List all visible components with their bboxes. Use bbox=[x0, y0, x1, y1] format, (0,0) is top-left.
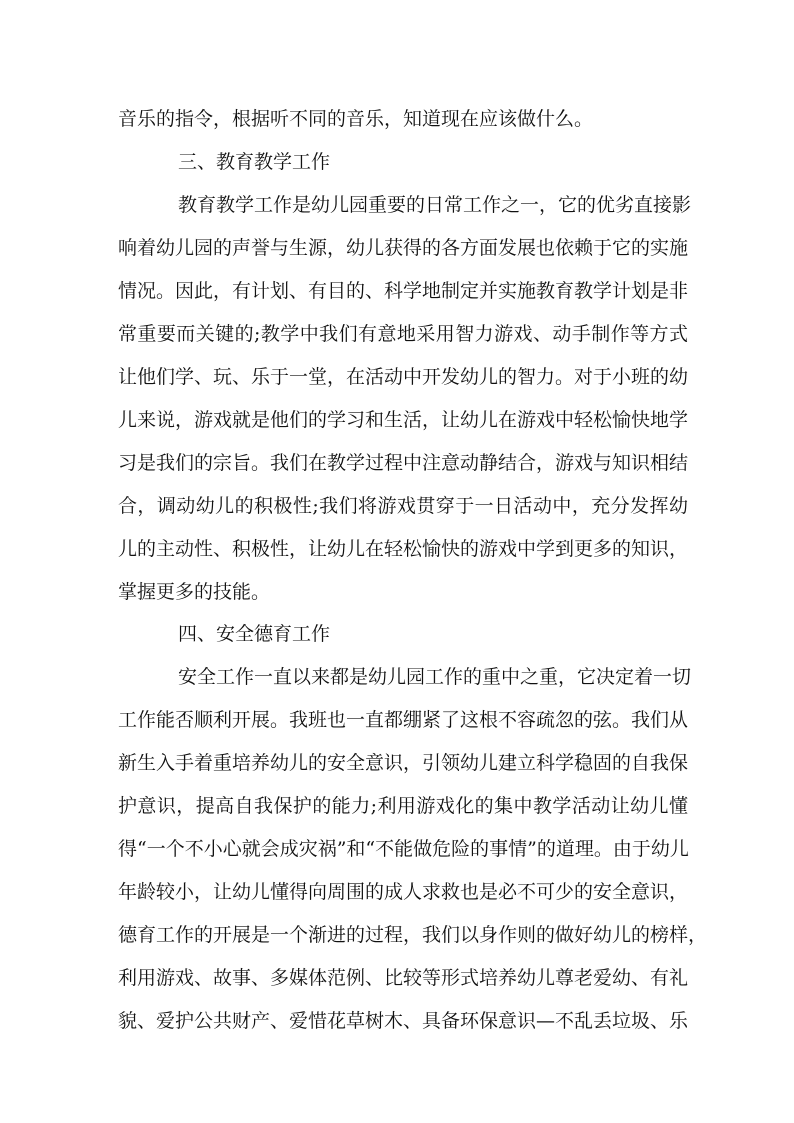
section-heading: 三、教育教学工作 bbox=[178, 151, 331, 173]
paragraph-line: 响着幼儿园的声誉与生源，幼儿获得的各方面发展也依赖于它的实施 bbox=[118, 237, 689, 259]
section-heading: 四、安全德育工作 bbox=[178, 623, 331, 645]
paragraph-line: 儿来说，游戏就是他们的学习和生活，让幼儿在游戏中轻松愉快地学 bbox=[118, 409, 689, 431]
paragraph-line: 让他们学、玩、乐于一堂，在活动中开发幼儿的智力。对于小班的幼 bbox=[118, 366, 689, 388]
paragraph-line: 掌握更多的技能。 bbox=[118, 581, 271, 603]
paragraph-line: 情况。因此，有计划、有目的、科学地制定并实施教育教学计划是非 bbox=[118, 280, 689, 302]
paragraph-line: 貌、爱护公共财产、爱惜花草树木、具备环保意识—不乱丢垃圾、乐 bbox=[118, 1010, 689, 1032]
paragraph-line: 儿的主动性、积极性，让幼儿在轻松愉快的游戏中学到更多的知识， bbox=[118, 538, 689, 560]
paragraph-line: 工作能否顺利开展。我班也一直都绷紧了这根不容疏忽的弦。我们从 bbox=[118, 709, 689, 731]
paragraph-line: 新生入手着重培养幼儿的安全意识，引领幼儿建立科学稳固的自我保 bbox=[118, 752, 689, 774]
paragraph-line: 护意识，提高自我保护的能力;利用游戏化的集中教学活动让幼儿懂 bbox=[118, 795, 688, 817]
paragraph-line: 教育教学工作是幼儿园重要的日常工作之一，它的优劣直接影 bbox=[178, 194, 692, 216]
paragraph-line: 音乐的指令，根据听不同的音乐，知道现在应该做什么。 bbox=[118, 108, 594, 130]
paragraph-line: 德育工作的开展是一个渐进的过程，我们以身作则的做好幼儿的榜样， bbox=[118, 924, 708, 946]
paragraph-line: 合，调动幼儿的积极性;我们将游戏贯穿于一日活动中，充分发挥幼 bbox=[118, 495, 688, 517]
paragraph-line: 安全工作一直以来都是幼儿园工作的重中之重，它决定着一切 bbox=[178, 666, 692, 688]
paragraph-line: 利用游戏、故事、多媒体范例、比较等形式培养幼儿尊老爱幼、有礼 bbox=[118, 967, 689, 989]
paragraph-line: 年龄较小，让幼儿懂得向周围的成人求救也是必不可少的安全意识， bbox=[118, 881, 689, 903]
paragraph-line: 常重要而关键的;教学中我们有意地采用智力游戏、动手制作等方式 bbox=[118, 323, 688, 345]
paragraph-line: 得“一个不小心就会成灾祸”和“不能做危险的事情”的道理。由于幼儿 bbox=[118, 838, 689, 860]
paragraph-line: 习是我们的宗旨。我们在教学过程中注意动静结合，游戏与知识相结 bbox=[118, 452, 689, 474]
